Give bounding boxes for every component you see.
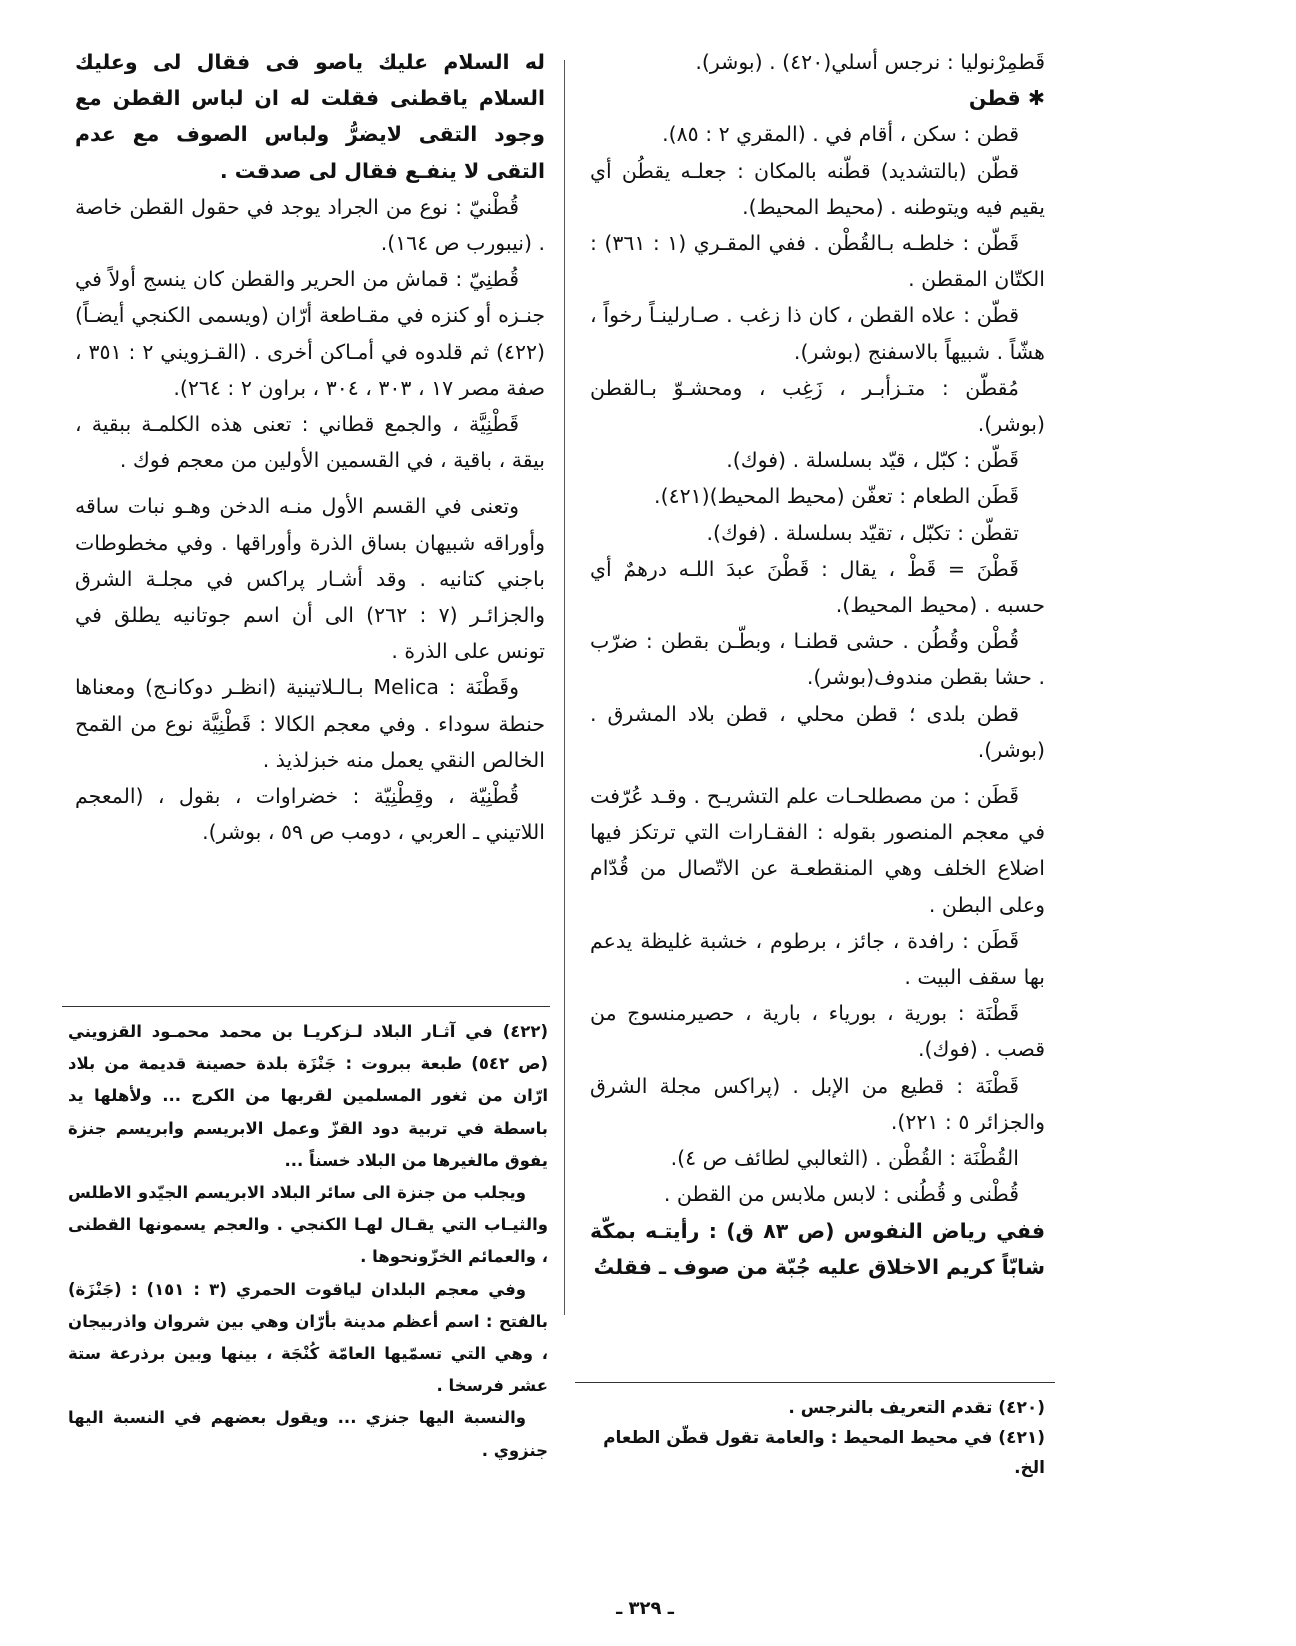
- entry-paragraph: تقطّن : تكبّل ، تقيّد بسلسلة . (فوك).: [706, 520, 1019, 545]
- entry-paragraph: قَطّن : كبّل ، قيّد بسلسلة . (فوك).: [726, 448, 1019, 473]
- footnote: وفي معجم البلدان لياقوت الحمري (٣ : ١٥١) : (جَنْزَة) بالفتح : اسم أعظم مدينة بأرّان وهي بين شروان واذربيجان ، وهي التي تسمّيها العامّة كُنْجَة ، بينها وبين برذرعة ستة عشر فرسخا .: [68, 1279, 548, 1396]
- entry-paragraph: له السلام عليك ياصو فى فقال لى وعليك السلام ياقطنى فقلت له ان لباس القطن مع وجود التقى لايضرُّ ولباس الصوف مع عدم التقى لا ينفـع فقال لى صدقت .: [75, 50, 545, 183]
- footnote: (٤٢١) في محيط المحيط : والعامة تقول قطّن الطعام الخ.: [603, 1428, 1045, 1478]
- footnote: ويجلب من جنزة الى سائر البلاد الابريسم الجيّدو الاطلس والثيـاب التي يقـال لهـا الكنجي . والعجم يسمونها القطنى ، والعمائم الخزّونحوها .: [68, 1183, 548, 1267]
- entry-paragraph: قَطْنَة : بورية ، بورياء ، بارية ، حصيرمنسوج من قصب . (فوك).: [590, 1001, 1045, 1062]
- footnote: والنسبة اليها جنزي ... ويقول بعضهم في النسبة اليها جنزوي .: [68, 1408, 548, 1460]
- headword-qatn: ✱ قطن: [968, 86, 1045, 111]
- footnote: (٤٢٠) تقدم التعريف بالنرجس .: [788, 1398, 1045, 1418]
- entry-paragraph: قطن بلدى ؛ قطن محلي ، قطن بلاد المشرق . (بوشر).: [590, 701, 1045, 762]
- entry-paragraph: مُقطّن : متـزأبـر ، زَغِب ، ومحشـوّ بـالقطن (بوشر).: [590, 375, 1045, 437]
- footnote-rule-right: [575, 1382, 1055, 1383]
- footnote: (٤٢٢) في آثـار البلاد لـزكريـا بن محمد محمـود القزويني (ص ٥٤٢) طبعة ببروت : جَنْزَة بلدة حصينة قديمة من بلاد ارّان من ثغور المسلمين لقربها من الكرج ... ولأهلها يد باسطة في تربية دود القزّ وعمل الابريسم وابريسم جنزة يفوق مالغيرها من البلاد خسناً ...: [68, 1022, 548, 1170]
- entry-paragraph: قُطنِيّ : قماش من الحرير والقطن كان ينسج أولاً في جنـزه أو كنزه في مقـاطعة أرّان (ويسمى الكنجي أيضـاً)(٤٢٢) ثم قلدوه في أمـاكن أخرى . (القـزويني ٢ : ٣٥١ ، صفة مصر ١٧ ، ٣٠٣ ، ٣٠٤ ، براون ٢ : ٢٦٤).: [75, 267, 545, 400]
- entry-paragraph: قُطْنِيّة ، وقِطْنِيّة : خضراوات ، بقول ، (المعجم اللاتيني ـ العربي ، دومب ص ٥٩ ، بوشر).: [75, 784, 545, 845]
- entry-paragraph: قَطّن : خلطـه بـالقُطْن . ففي المقـري (١ : ٣٦١) : الكتّان المقطن .: [590, 231, 1045, 292]
- right-column: [590, 44, 1045, 1285]
- entry-paragraph: قطّن (بالتشديد) قطّنه بالمكان : جعلـه يقطُن أي يقيم فيه ويتوطنه . (محيط المحيط).: [590, 158, 1045, 219]
- entry-paragraph: قَطْنَ = قَطْ ، يقال : قَطْنَ عبدَ اللـه درهمٌ أي حسبه . (محيط المحيط).: [590, 556, 1045, 618]
- entry-paragraph: قُطْن وقُطُن . حشى قطنـا ، وبطّـن بقطن : ضرّب . حشا بقطن مندوف(بوشر).: [590, 629, 1045, 690]
- entry-qatmirnulia: قَطمِرْنوليا : نرجس أسلي(٤٢٠) . (بوشر).: [695, 50, 1045, 74]
- footnotes-right: [590, 1393, 1045, 1483]
- entry-paragraph: قطن : سكن ، أقام في . (المقري ٢ : ٨٥).: [662, 122, 1019, 147]
- entry-paragraph: القُطْنَة : القُطْن . (الثعالبي لطائف ص ٤).: [670, 1146, 1019, 1171]
- footnotes-left: [68, 1016, 548, 1467]
- entry-paragraph: قَطْنَة : قطيع من الإبل . (پراكس مجلة الشرق والجزائر ٥ : ٢٢١).: [590, 1073, 1045, 1134]
- page-number: ـ ٣٢٩ ـ: [616, 1598, 674, 1619]
- entry-paragraph: قَطَن الطعام : تعفّن (محيط المحيط)(٤٢١).: [654, 484, 1019, 509]
- left-column: [75, 44, 545, 850]
- entry-paragraph: ففي رياض النفوس (ص ٨٣ ق) : رأيتـه بمكّة شابّاً كريم الاخلاق عليه جُبّة من صوف ـ فقلتُ: [590, 1218, 1045, 1279]
- column-divider: [564, 60, 565, 1315]
- footnote-rule-left: [62, 1006, 550, 1007]
- entry-paragraph: قطّن : علاه القطن ، كان ذا زغب . صـارلينـاً رخواً ، هشّاً . شبيهاً بالاسفنج (بوشر).: [590, 303, 1045, 364]
- entry-paragraph: قَطَن : من مصطلحـات علم التشريـح . وقـد عُرّفت في معجم المنصور بقوله : الفقـارات التي ترتكز فيها اضلاع الخلف وهي المنقطعـة عن الاتّصال من قُدّام وعلى البطن .: [590, 784, 1045, 917]
- entry-paragraph: وتعنى في القسم الأول منـه الدخن وهـو نبات ساقه وأوراقه شبيهان بساق الذرة وأوراقها . وفي مخطوطات باجني كتانيه . وقد أشـار پراكس في مجلـة الشرق والجزائـر (٧ : ٢٦٢) الى أن اسم جوتانيه يطلق في تونس على الذرة .: [75, 494, 545, 664]
- entry-paragraph: قُطْنى و قُطُنى : لابس ملابس من القطن .: [663, 1182, 1019, 1207]
- entry-paragraph: قُطْنيّ : نوع من الجراد يوجد في حقول القطن خاصة . (نيبورب ص ١٦٤).: [75, 194, 545, 256]
- entry-paragraph: قَطَن : رافدة ، جائز ، برطوم ، خشبة غليظة يدعم بها سقف البيت .: [590, 928, 1045, 990]
- entry-paragraph: قَطْنِيَّة ، والجمع قطاني : تعنى هذه الكلمـة ببقية ، بيقة ، باقية ، في القسمين الأولين من معجم فوك .: [75, 412, 545, 473]
- entry-paragraph: وقَطْنَة : Melica بـالـلاتينية (انظـر دوكانـج) ومعناها حنطة سوداء . وفي معجم الكالا : قَطْنِيَّة نوع من القمح الخالص النقي يعمل منه خبزلذيذ .: [75, 675, 545, 772]
